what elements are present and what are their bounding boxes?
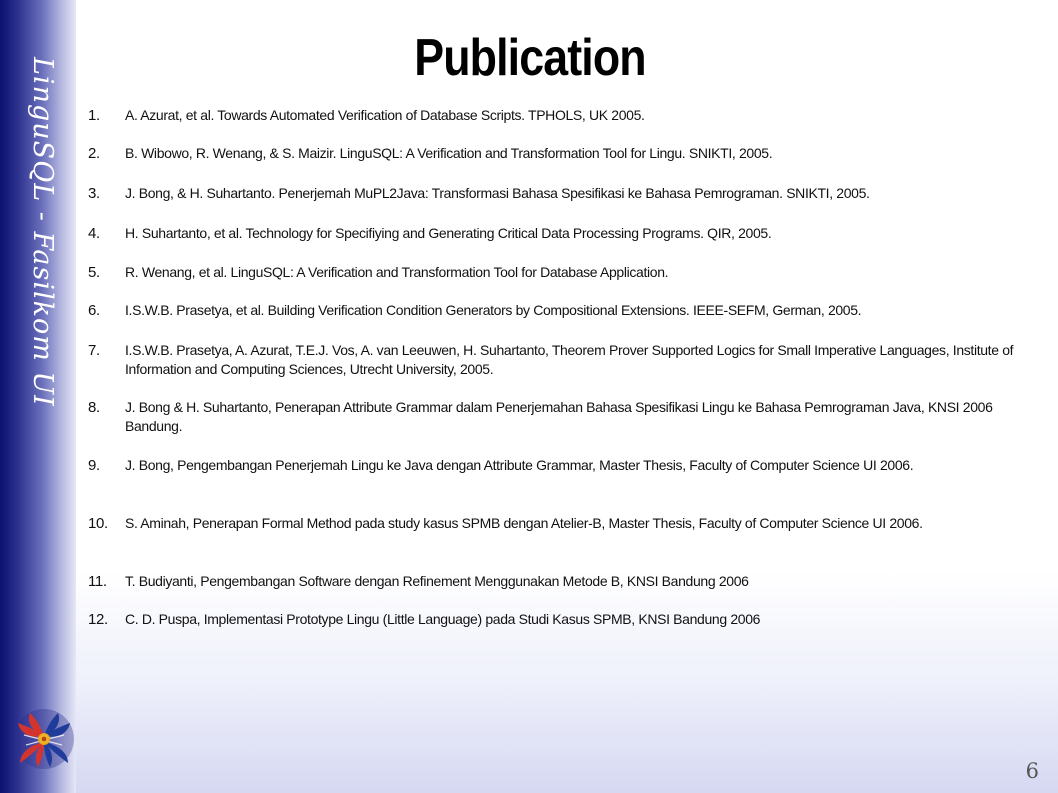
publication-number: 2. <box>88 145 100 162</box>
publication-number: 5. <box>88 264 100 281</box>
publication-list <box>88 106 1048 648</box>
sidebar-title: LinguSQL - Fasilkom UI <box>27 57 58 407</box>
publication-text: S. Aminah, Penerapan Formal Method pada study kasus SPMB dengan Atelier-B, Master Thesis, Faculty of Computer Science UI 2006. <box>125 515 923 531</box>
publication-text: I.S.W.B. Prasetya, A. Azurat, T.E.J. Vos, A. van Leeuwen, H. Suhartanto, Theorem Prover Supported Logics for Small Imperative Languages, Institute of Information and Computing Sciences, Utrecht University, 2005. <box>125 342 1014 377</box>
publication-text: I.S.W.B. Prasetya, et al. Building Verification Condition Generators by Compositional Extensions. IEEE-SEFM, German, 2005. <box>125 302 862 318</box>
publication-text: J. Bong, & H. Suhartanto. Penerjemah MuPL2Java: Transformasi Bahasa Spesifikasi ke Bahasa Pemrograman. SNIKTI, 2005. <box>125 185 870 201</box>
publication-text: B. Wibowo, R. Wenang, & S. Maizir. LinguSQL: A Verification and Transformation Tool for Lingu. SNIKTI, 2005. <box>125 145 773 161</box>
publication-item <box>88 398 1048 456</box>
publication-text: H. Suhartanto, et al. Technology for Specifiying and Generating Critical Data Processing Programs. QIR, 2005. <box>125 225 772 241</box>
publication-item <box>88 610 1048 648</box>
publication-item <box>88 572 1048 610</box>
publication-number: 1. <box>88 107 100 124</box>
publication-item <box>88 301 1048 341</box>
publication-item <box>88 184 1048 224</box>
publication-number: 6. <box>88 302 100 319</box>
publication-item <box>88 263 1048 301</box>
publication-item <box>88 144 1048 184</box>
sidebar <box>0 0 76 793</box>
publication-number: 9. <box>88 457 100 474</box>
publication-item <box>88 224 1048 263</box>
makara-ui-logo-icon <box>11 706 77 772</box>
slide-title: Publication <box>414 29 646 87</box>
publication-text: A. Azurat, et al. Towards Automated Verification of Database Scripts. TPHOLS, UK 2005. <box>125 107 645 123</box>
publication-text: J. Bong, Pengembangan Penerjemah Lingu ke Java dengan Attribute Grammar, Master Thesis, Faculty of Computer Science UI 2006. <box>125 457 914 473</box>
publication-number: 4. <box>88 225 100 242</box>
publication-item <box>88 341 1048 398</box>
publication-number: 11. <box>88 573 107 590</box>
publication-text: R. Wenang, et al. LinguSQL: A Verification and Transformation Tool for Database Application. <box>125 264 669 280</box>
publication-number: 3. <box>88 185 100 202</box>
publication-number: 12. <box>88 611 108 628</box>
publication-number: 10. <box>88 515 108 532</box>
publication-item <box>88 456 1048 514</box>
page-number: 6 <box>1025 759 1039 783</box>
publication-item <box>88 514 1048 572</box>
publication-text: T. Budiyanti, Pengembangan Software dengan Refinement Menggunakan Metode B, KNSI Bandung 2006 <box>125 573 749 589</box>
publication-text: J. Bong & H. Suhartanto, Penerapan Attribute Grammar dalam Penerjemahan Bahasa Spesifikasi Lingu ke Bahasa Pemrograman Java, KNSI 2006 Bandung. <box>125 399 993 434</box>
publication-item <box>88 106 1048 144</box>
publication-number: 7. <box>88 342 100 359</box>
publication-number: 8. <box>88 399 100 416</box>
publication-text: C. D. Puspa, Implementasi Prototype Lingu (Little Language) pada Studi Kasus SPMB, KNSI Bandung 2006 <box>125 611 761 627</box>
